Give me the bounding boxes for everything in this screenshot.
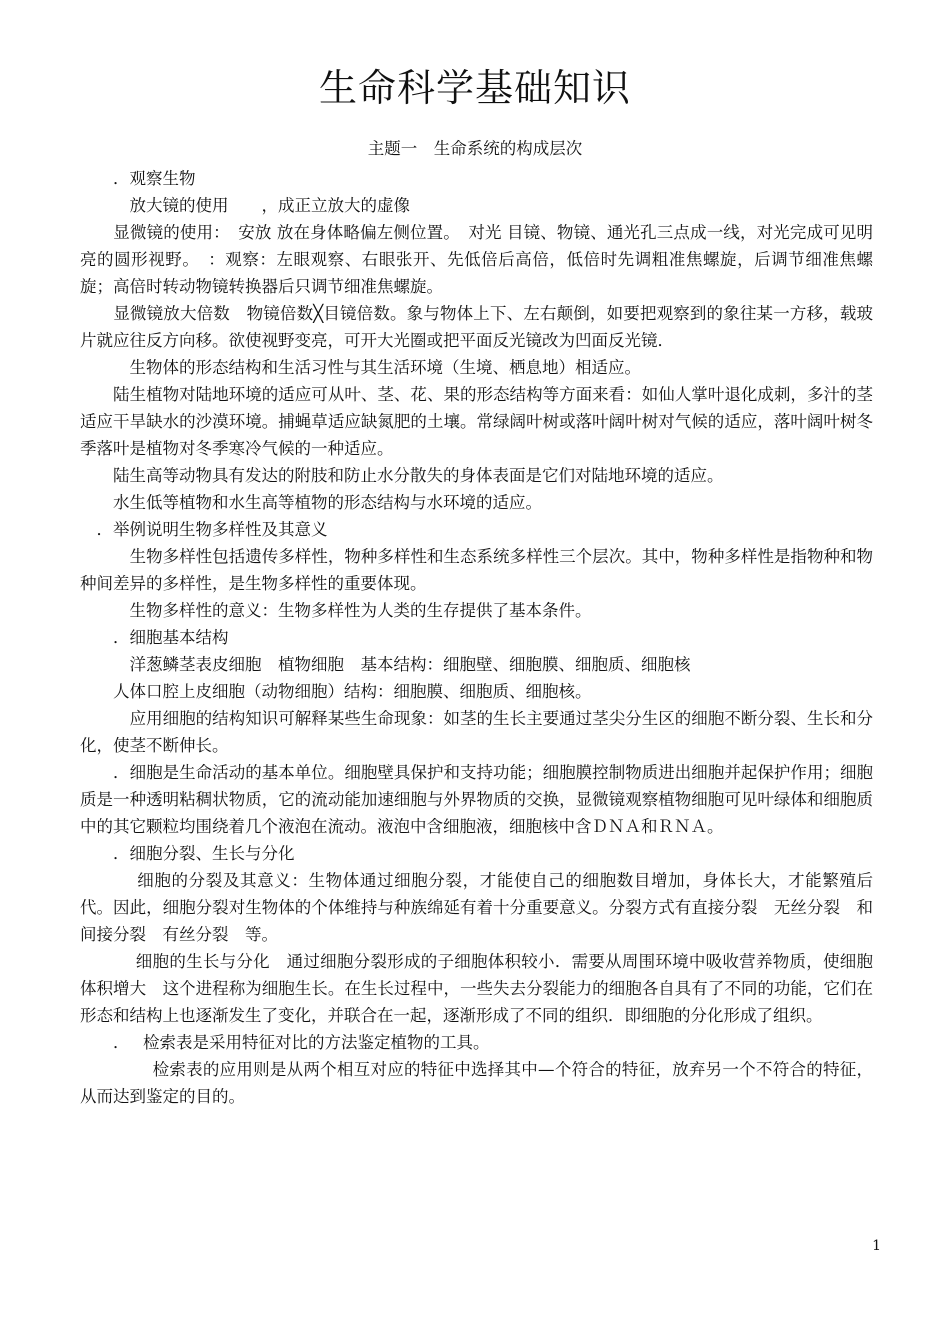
heading-biodiversity: ．举例说明生物多样性及其意义 xyxy=(80,520,328,539)
magnification-paragraph: 显微镜放大倍数 物镜倍数╳目镜倍数。象与物体上下、左右颠倒，如要把观察到的象往某一方移，载玻片就应往反方向移。欲使视野变亮，可开大光圈或把平面反光镜改为凹面反光镜． xyxy=(80,304,874,350)
cell-application-paragraph: 应用细胞的结构知识可解释某些生命现象：如茎的生长主要通过茎尖分生区的细胞不断分裂、生长和分化，使茎不断伸长。 xyxy=(80,709,874,755)
key-usage-paragraph: 检索表的应用则是从两个相互对应的特征中选择其中—个符合的特征，放弃另一个不符合的特征，从而达到鉴定的目的。 xyxy=(80,1060,874,1106)
cell-division-paragraph: 细胞的分裂及其意义：生物体通过细胞分裂，才能使自己的细胞数目增加，身体长大，才能繁殖后代。因此，细胞分裂对生物体的个体维持与种族绵延有着十分重要意义。分裂方式有直接分裂 无丝分裂 和间接分裂 有丝分裂 等。 xyxy=(80,871,873,944)
page-number: 1 xyxy=(872,1238,881,1254)
cell-growth-paragraph: 细胞的生长与分化 通过细胞分裂形成的子细胞体积较小．需要从周围环境中吸收营养物质，使细胞体积增大 这个进程称为细胞生长。在生长过程中，一些失去分裂能力的细胞各自具有了不同的功能，它们在形态和结构上也逐渐发生了变化，并联合在一起，逐渐形成了不同的组织．即细胞的分化形成了组织。 xyxy=(80,952,874,1025)
land-plants-paragraph: 陆生植物对陆地环境的适应可从叶、茎、花、果的形态结构等方面来看：如仙人掌叶退化成刺，多汁的茎适应干旱缺水的沙漠环境。捕蝇草适应缺氮肥的土壤。常绿阔叶树或落叶阔叶树对气候的适应，落叶阔叶树冬季落叶是植物对冬季寒冷气候的一种适应。 xyxy=(80,385,874,458)
document-title: 生命科学基础知识 xyxy=(318,66,631,110)
heading-cell-division: ．细胞分裂、生长与分化 xyxy=(80,844,295,863)
water-plants-paragraph: 水生低等植物和水生高等植物的形态结构与水环境的适应。 xyxy=(113,493,542,512)
biodiversity-meaning-paragraph: 生物多样性的意义：生物多样性为人类的生存提供了基本条件。 xyxy=(129,601,592,620)
magnifier-line: 放大镜的使用 ，成正立放大的虚像 xyxy=(80,196,410,215)
microscope-usage-paragraph: 显微镜的使用： 安放 放在身体略偏左侧位置。 对光 目镜、物镜、通光孔三点成一线，对光完成可见明亮的圆形视野。 ：观察：左眼观察、右眼张开、先低倍后高倍，低倍时先调粗准焦螺旋，后调节细准焦螺旋；高倍时转动物镜转换器后只调节细准焦螺旋。 xyxy=(80,223,874,296)
land-animals-paragraph: 陆生高等动物具有发达的附肢和防止水分散失的身体表面是它们对陆地环境的适应。 xyxy=(113,466,724,485)
cell-basic-unit-paragraph: ．细胞是生命活动的基本单位。细胞壁具保护和支持功能；细胞膜控制物质进出细胞并起保护作用；细胞质是一种透明粘稠状物质，它的流动能加速细胞与外界物质的交换，显微镜观察植物细胞可见叶绿体和细胞质中的其它颗粒均围绕着几个液泡在流动。液泡中含细胞液，细胞核中含ＤＮＡ和ＲＮＡ。 xyxy=(80,763,874,836)
body-text xyxy=(80,165,873,1110)
heading-cell-structure: ．细胞基本结构 xyxy=(80,628,229,647)
biodiversity-levels-paragraph: 生物多样性包括遗传多样性，物种多样性和生态系统多样性三个层次。其中，物种多样性是指物种和物种间差异的多样性，是生物多样性的重要体现。 xyxy=(80,547,874,593)
section-heading: 主题一 生命系统的构成层次 xyxy=(367,139,583,158)
heading-observe: ．观察生物 xyxy=(80,169,196,188)
oral-cell-paragraph: 人体口腔上皮细胞（动物细胞）结构：细胞膜、细胞质、细胞核。 xyxy=(113,682,592,701)
heading-key: ． 检索表是采用特征对比的方法鉴定植物的工具。 xyxy=(80,1033,490,1052)
onion-cell-paragraph: 洋葱鳞茎表皮细胞 植物细胞 基本结构：细胞壁、细胞膜、细胞质、细胞核 xyxy=(129,655,691,674)
adaptation-paragraph: 生物体的形态结构和生活习性与其生活环境（生境、栖息地）相适应。 xyxy=(129,358,641,377)
